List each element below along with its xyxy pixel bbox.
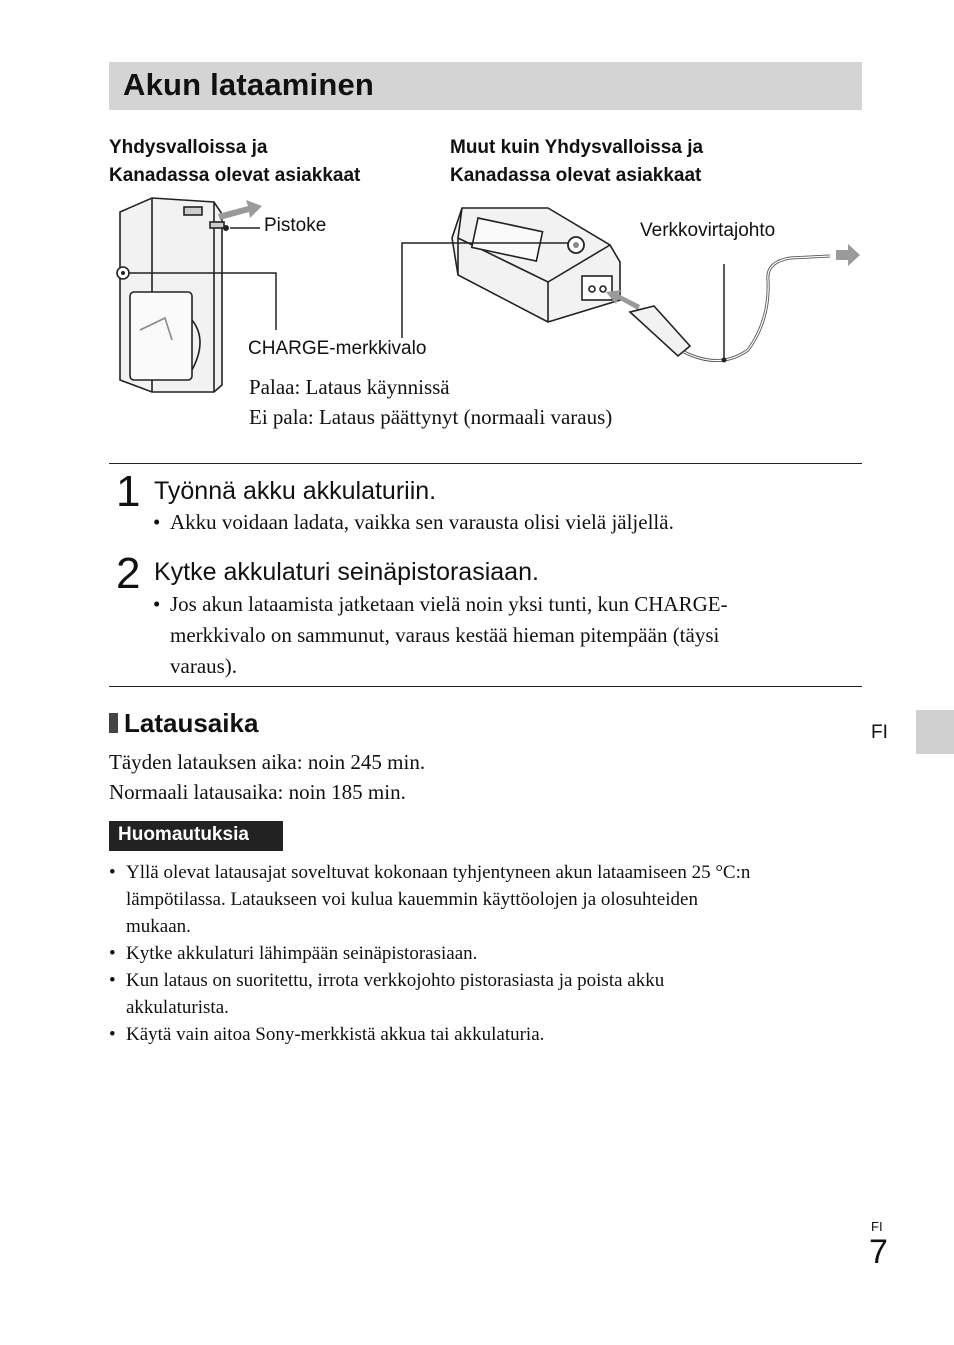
note-item: • Yllä olevat latausajat soveltuvat kokonaan tyhjentyneen akun lataamiseen 25 °C:n lämpötilassa. Lataukseen voi kulua kauemmin käyttöolojen ja olosuhteiden mukaan. xyxy=(109,859,869,940)
page-number: 7 xyxy=(869,1233,888,1271)
full-charge-time: Täyden latauksen aika: noin 245 min. xyxy=(109,750,426,774)
bullet-dot: • xyxy=(109,862,116,883)
step-1-number: 1 xyxy=(116,467,141,516)
bullet-dot: • xyxy=(109,943,116,964)
normal-charge-time: Normaali latausaika: noin 185 min. xyxy=(109,780,406,804)
plug-label: Pistoke xyxy=(264,215,327,236)
note-item: • Kun lataus on suoritettu, irrota verkkojohto pistorasiasta ja poista akku akkulaturista. xyxy=(109,967,869,1021)
bullet-dot: • xyxy=(109,970,116,991)
bullet-dot: • xyxy=(153,510,161,534)
page-title: Akun lataaminen xyxy=(123,67,375,102)
right-heading: Muut kuin Yhdysvalloissa ja Kanadassa olevat asiakkaat xyxy=(450,137,704,186)
side-tab-marker xyxy=(916,710,954,754)
side-lang-label: FI xyxy=(871,722,888,743)
note-item: • Käytä vain aitoa Sony-merkkistä akkua tai akkulaturia. xyxy=(109,1021,869,1048)
step-2-title: Kytke akkulaturi seinäpistorasiaan. xyxy=(154,558,539,586)
page-title-bar xyxy=(109,62,862,110)
charger-illustration xyxy=(0,190,954,400)
bullet-dot: • xyxy=(153,592,161,616)
divider xyxy=(109,686,862,687)
charging-time-heading: Latausaika xyxy=(109,708,258,739)
left-heading: Yhdysvalloissa ja Kanadassa olevat asiakkaat xyxy=(109,137,361,186)
cord-end-arrow-icon xyxy=(836,244,860,266)
notes-badge: Huomautuksia xyxy=(109,821,283,851)
step-2-number: 2 xyxy=(116,549,141,598)
step-1-bullet: • Akku voidaan ladata, vaikka sen varausta olisi vielä jäljellä. xyxy=(153,507,853,538)
desktop-charger-drawing xyxy=(452,208,620,322)
divider xyxy=(109,463,862,464)
cord-plug-drawing xyxy=(630,306,690,356)
section-marker-icon xyxy=(109,713,118,733)
footer-lang: FI xyxy=(871,1219,883,1234)
lamp-off-text: Ei pala: Lataus päättynyt (normaali varaus) xyxy=(249,405,613,429)
lamp-on-text: Palaa: Lataus käynnissä xyxy=(249,375,450,399)
power-cord xyxy=(684,256,830,361)
bullet-dot: • xyxy=(109,1024,116,1045)
charge-lamp-label: CHARGE-merkkivalo xyxy=(248,338,427,359)
step-1-title: Työnnä akku akkulaturiin. xyxy=(154,477,437,505)
plug-arrow-icon xyxy=(218,200,262,220)
step-2-bullet: • Jos akun lataamista jatketaan vielä noin yksi tunti, kun CHARGE- merkkivalo on sammunut, varaus kestää hieman pitempään (täysi varaus). xyxy=(153,589,853,682)
note-item: • Kytke akkulaturi lähimpään seinäpistorasiaan. xyxy=(109,940,869,967)
wall-charger-drawing xyxy=(120,198,224,392)
cord-label: Verkkovirtajohto xyxy=(640,220,776,241)
